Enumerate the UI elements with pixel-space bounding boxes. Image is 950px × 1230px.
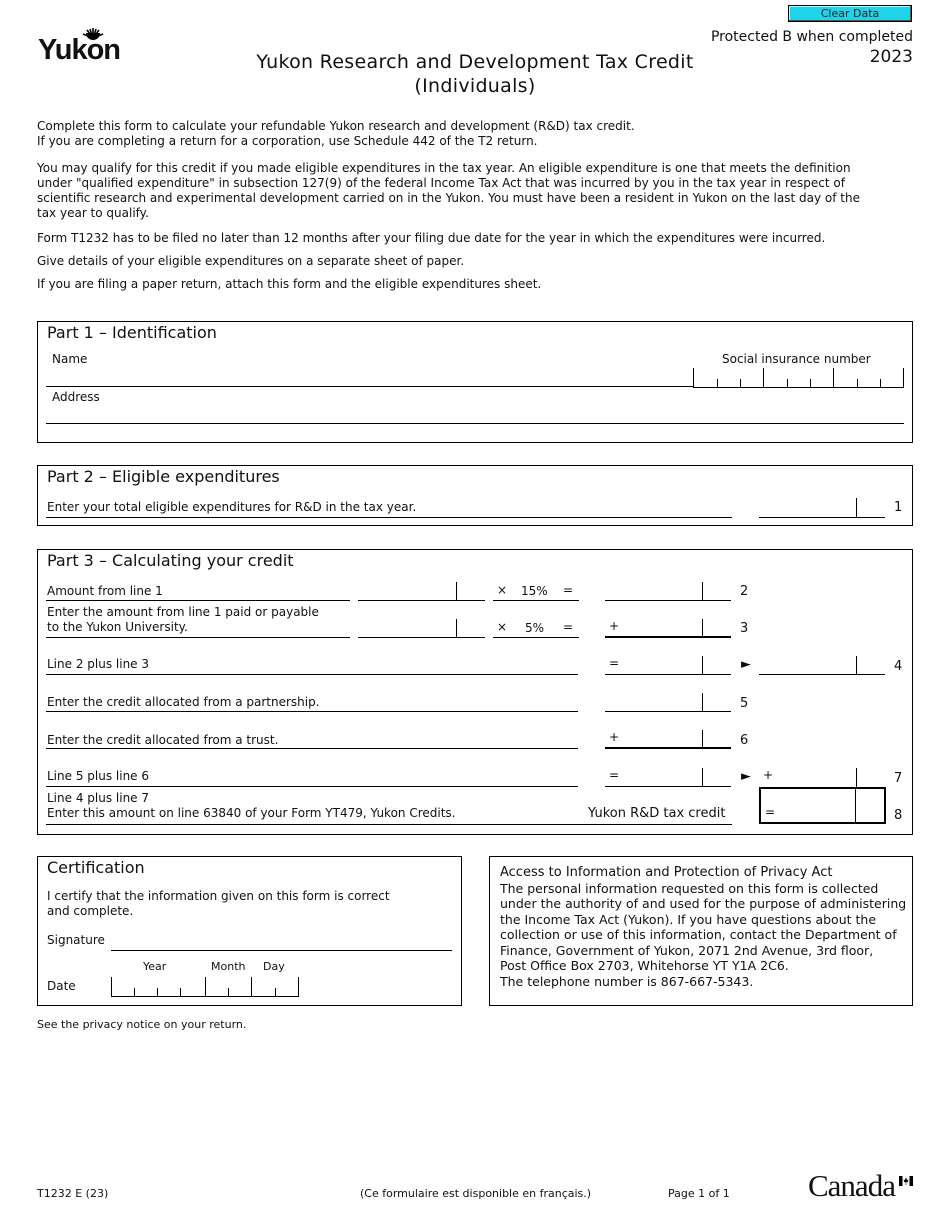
line1-label: Enter your total eligible expenditures for R&D in the tax year. [47, 500, 417, 514]
line-number-8: 8 [894, 808, 903, 823]
line8-total-input[interactable]: = [759, 787, 886, 824]
intro-paragraph-1: Complete this form to calculate your refundable Yukon research and development (R&D) tax credit. If you are completing a return for a corporation, use Schedule 442 of the T2 return. [37, 119, 635, 148]
month-label: Month [211, 960, 246, 973]
line2-amount-input[interactable] [605, 582, 731, 601]
line6-amount-input[interactable]: + [605, 730, 731, 749]
yukon-logo [38, 28, 128, 68]
privacy-notice: See the privacy notice on your return. [37, 1018, 247, 1031]
form-id: T1232 E (23) [37, 1187, 109, 1200]
name-label: Name [52, 352, 88, 366]
clear-data-button[interactable]: Clear Data [788, 5, 912, 22]
privacy-title: Access to Information and Protection of Privacy Act [500, 865, 833, 880]
protected-label: Protected B when completed [710, 29, 913, 45]
date-input[interactable] [111, 977, 299, 997]
line3-label: Enter the amount from line 1 paid or payable to the Yukon University. [47, 605, 319, 634]
privacy-text: Access to Information and Protection of Privacy Act The personal information requested on this form is collected under the authority of and used for the purpose of administering the Income Tax Act (Yukon). If you have questions about the collection or use of this information, contact the Department of Finance, Government of Yukon, 2071 2nd Avenue, 3rd floor, Post Office Box 2703, Whitehorse YT Y1A 2C6. The telephone number is 867-667-5343. [500, 865, 907, 989]
line2-rate: × 15% = [493, 582, 579, 601]
part1-title: Part 1 – Identification [47, 323, 217, 342]
line-number-4: 4 [894, 659, 903, 674]
line6-label: Enter the credit allocated from a trust. [47, 733, 279, 747]
line4-subtotal[interactable]: = [605, 656, 731, 675]
intro-paragraph-3: Form T1232 has to be filed no later than 12 months after your filing due date for the year in which the expenditures were incurred. [37, 231, 826, 245]
part3-title: Part 3 – Calculating your credit [47, 551, 294, 570]
line3-rate: × 5% = [493, 619, 579, 638]
line-number-6: 6 [740, 733, 749, 748]
line4-amount-input[interactable] [759, 656, 885, 675]
title-line2: (Individuals) [414, 75, 536, 97]
line1-amount-input[interactable] [759, 498, 885, 518]
line2-base-input[interactable] [358, 582, 485, 601]
line4-label: Line 2 plus line 3 [47, 657, 149, 671]
certification-title: Certification [47, 858, 145, 877]
address-label: Address [52, 390, 100, 404]
line3-base-input[interactable] [358, 619, 485, 638]
name-row-divider [46, 386, 693, 387]
line5-amount-input[interactable] [605, 693, 731, 712]
line-number-5: 5 [740, 696, 749, 711]
year-label: Year [143, 960, 167, 973]
line7-amount-input[interactable]: + [759, 768, 885, 788]
arrow-icon: ► [741, 657, 751, 672]
form-year: 2023 [869, 47, 913, 67]
sin-label: Social insurance number [722, 352, 871, 366]
cents-field[interactable] [856, 498, 885, 517]
logo-text: Yukon [38, 34, 121, 66]
signature-label: Signature [47, 933, 105, 947]
line8-label: Line 4 plus line 7 Enter this amount on line 63840 of your Form YT479, Yukon Credits. [47, 791, 456, 820]
sin-input[interactable] [693, 368, 904, 388]
day-label: Day [263, 960, 285, 973]
canada-flag-icon [899, 1176, 913, 1186]
line-number-2: 2 [740, 584, 749, 599]
intro-paragraph-2: You may qualify for this credit if you made eligible expenditures in the tax year. An eligible expenditure is one that meets the definition under "qualified expenditure" in subsection 127(9) of the federal Income Tax Act that was incurred by you in the tax year in respect of scientific research and experimental development carried on in the Yukon. You must have been a resident in Yukon on the last day of the tax year to qualify. [37, 161, 860, 220]
page-number: Page 1 of 1 [668, 1187, 730, 1200]
canada-wordmark: Canada [808, 1168, 914, 1204]
line7-subtotal[interactable]: = [605, 768, 731, 787]
name-input[interactable] [46, 368, 694, 387]
line5-label: Enter the credit allocated from a partnership. [47, 695, 320, 709]
address-input[interactable] [46, 405, 904, 424]
signature-field[interactable] [111, 933, 452, 951]
date-label: Date [47, 979, 76, 993]
part2-title: Part 2 – Eligible expenditures [47, 467, 280, 486]
line-number-3: 3 [740, 621, 749, 636]
certification-text: I certify that the information given on this form is correct and complete. [47, 889, 390, 918]
yukon-rd-credit-label: Yukon R&D tax credit [588, 806, 726, 821]
line-number-7: 7 [894, 771, 903, 786]
intro-paragraph-4: Give details of your eligible expenditures on a separate sheet of paper. [37, 254, 465, 268]
line2-label: Amount from line 1 [47, 584, 163, 598]
line3-amount-input[interactable]: + [605, 619, 731, 638]
french-availability: (Ce formulaire est disponible en français.) [360, 1187, 592, 1200]
intro-paragraph-5: If you are filing a paper return, attach this form and the eligible expenditures sheet. [37, 277, 542, 291]
arrow-icon: ► [741, 769, 751, 784]
line7-label: Line 5 plus line 6 [47, 769, 149, 783]
line-number-1: 1 [894, 500, 903, 515]
page-title [200, 50, 750, 98]
title-line1: Yukon Research and Development Tax Credit [256, 51, 694, 73]
